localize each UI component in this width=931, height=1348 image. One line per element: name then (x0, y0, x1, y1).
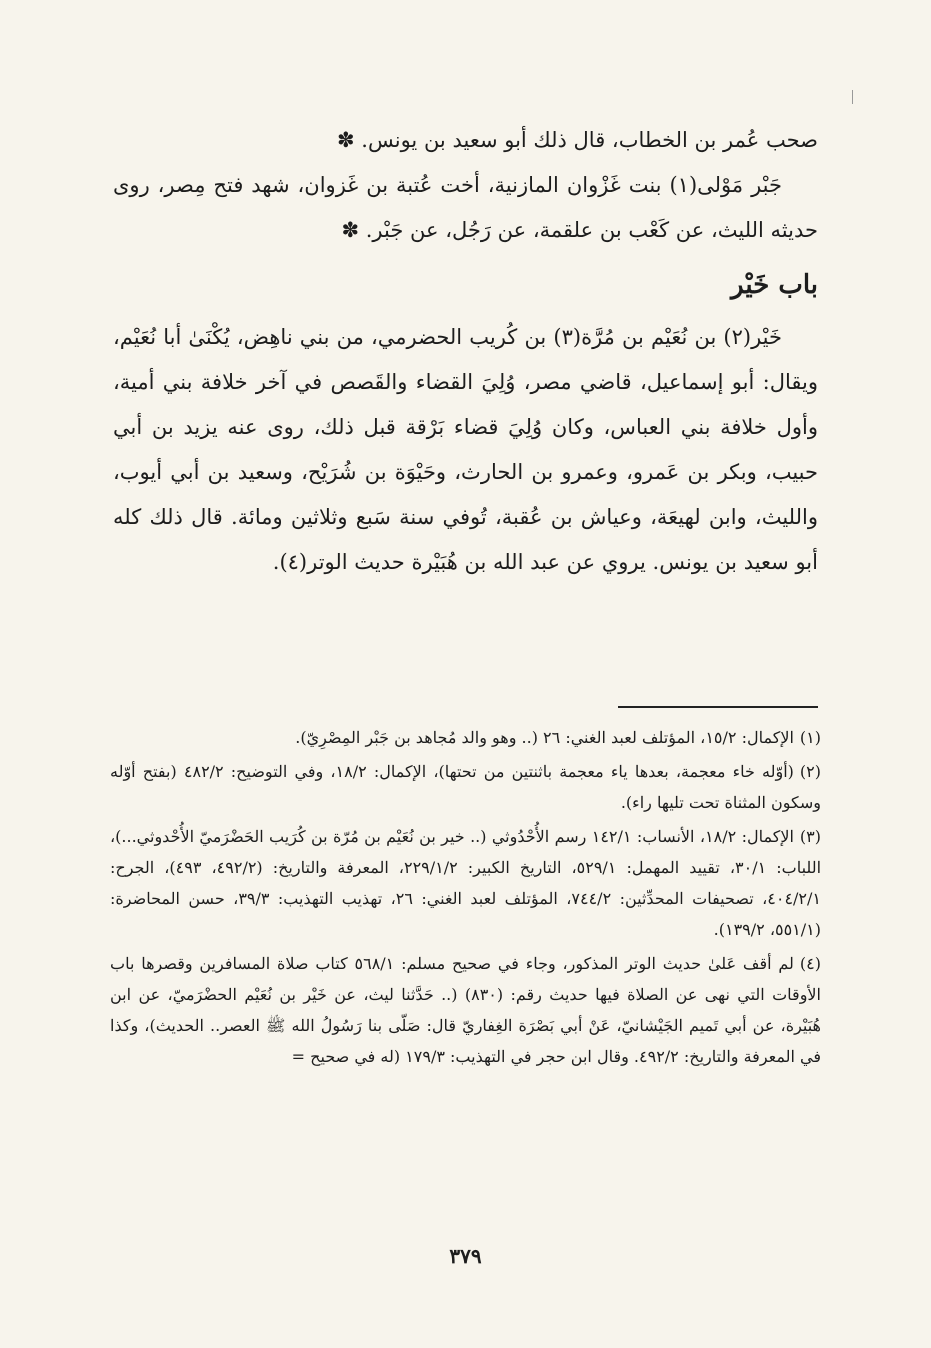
paragraph-khayr: خَيْر(٢) بن نُعَيْم بن مُرَّة(٣) بن كُريب الحضرمي، من بني ناهِض، يُكْنَىٰ أبا نُعَيْم، ويقال: أبو إسماعيل، قاضي مصر، وُلِيَ القضاء والقَصص في آخر خلافة بني أمية، وأول خلافة بني العباس، وكان وُلِيَ قضاء بَرْقة قبل ذلك، روى عنه يزيد بن أبي حبيب، وبكر بن عَمرو، وعمرو بن الحارث، وحَيْوَة بن شُرَيْح، وسعيد بن أبي أيوب، والليث، وابن لهيعَة، وعياش بن عُقبة، تُوفي سنة سَبع وثلاثين ومائة. قال ذلك كله أبو سعيد بن يونس. يروي عن عبد الله بن هُبَيْرة حديث الوتر(٤). (113, 325, 818, 574)
footnotes-block (110, 722, 821, 1075)
chapter-heading: باب خَيْر (731, 270, 818, 300)
footnote-text: (أوّله خاء معجمة، بعدها ياء معجمة باثنتين من تحتها)، الإكمال: ١٨/٢، وفي التوضيح: ٤٨٢/٢ (بفتح أوّله وسكون المثناة تحت تليها راء). (110, 762, 821, 812)
footnote-number: (٤) (799, 954, 822, 973)
footnote-1 (110, 722, 821, 753)
footnote-number: (٢) (799, 762, 821, 781)
page-number: ٣٧٩ (449, 1244, 482, 1268)
paragraph-umar: صحب عُمر بن الخطاب، قال ذلك أبو سعيد بن يونس. ✽ (337, 128, 818, 152)
footnote-text: الإكمال: ١٨/٢، الأنساب: ١٤٢/١ رسم الأُحْدُوثي (.. خير بن نُعَيْم بن مُرّة بن كُرَيب الحَضْرَميّ الأُحْدوثي...)، اللباب: ٣٠/١، تقييد المهمل: ٥٢٩/١، التاريخ الكبير: ٢٢٩/١/٢، المعرفة والتاريخ: (٤٩٢/٢، ٤٩٣)، الجرح: ٤٠٤/٢/١، تصحيفات المحدِّثين: ٧٤٤/٢، المؤتلف لعبد الغني: ٢٦، تهذيب التهذيب: ٣٩/٣، حسن المحاضرة: (٥٥١/١، ١٣٩/٢). (110, 827, 822, 939)
footnote-text: لم أقف عَلىٰ حديث الوتر المذكور، وجاء في صحيح مسلم: ٥٦٨/١ كتاب صلاة المسافرين وقصرها باب الأوقات التي نهى عن الصلاة فيها حديث رقم: (٨٣٠) (.. حَدَّثنا ليث، عن خَيْر بن نُعَيْم الحضْرَميّ، عن ابن هُبَيْرة، عن أبي تَميم الجَيْشانيّ، عَنْ أبي بَصْرَة الغِفاريّ قال: صَلّى بنا رَسُولُ الله ﷺ العصر.. الحديث)، وكذا في المعرفة والتاريخ: ٤٩٢/٢. وقال ابن حجر في التهذيب: ١٧٩/٣ (له في صحيح = (110, 954, 821, 1066)
page-edge-mark (852, 90, 853, 104)
footnote-separator (618, 706, 818, 708)
footnote-3 (110, 821, 821, 945)
footnote-2 (110, 756, 821, 818)
footnote-4 (110, 948, 821, 1072)
main-text-block (113, 118, 818, 585)
footnote-text: الإكمال: ١٥/٢، المؤتلف لعبد الغني: ٢٦ (.. وهو والد مُجاهد بن جَبْر المِصْرِيّ). (295, 728, 794, 747)
footnote-number: (١) (799, 728, 821, 747)
footnote-number: (٣) (799, 827, 821, 846)
paragraph-jabr: جَبْر مَوْلى(١) بنت غَزْوان المازنية، أخت عُتبة بن غَزوان، شهد فتح مِصر، روى حديثه الليث، عن كَعْب بن علقمة، عن رَجُل، عن جَبْر. ✽ (113, 173, 818, 242)
